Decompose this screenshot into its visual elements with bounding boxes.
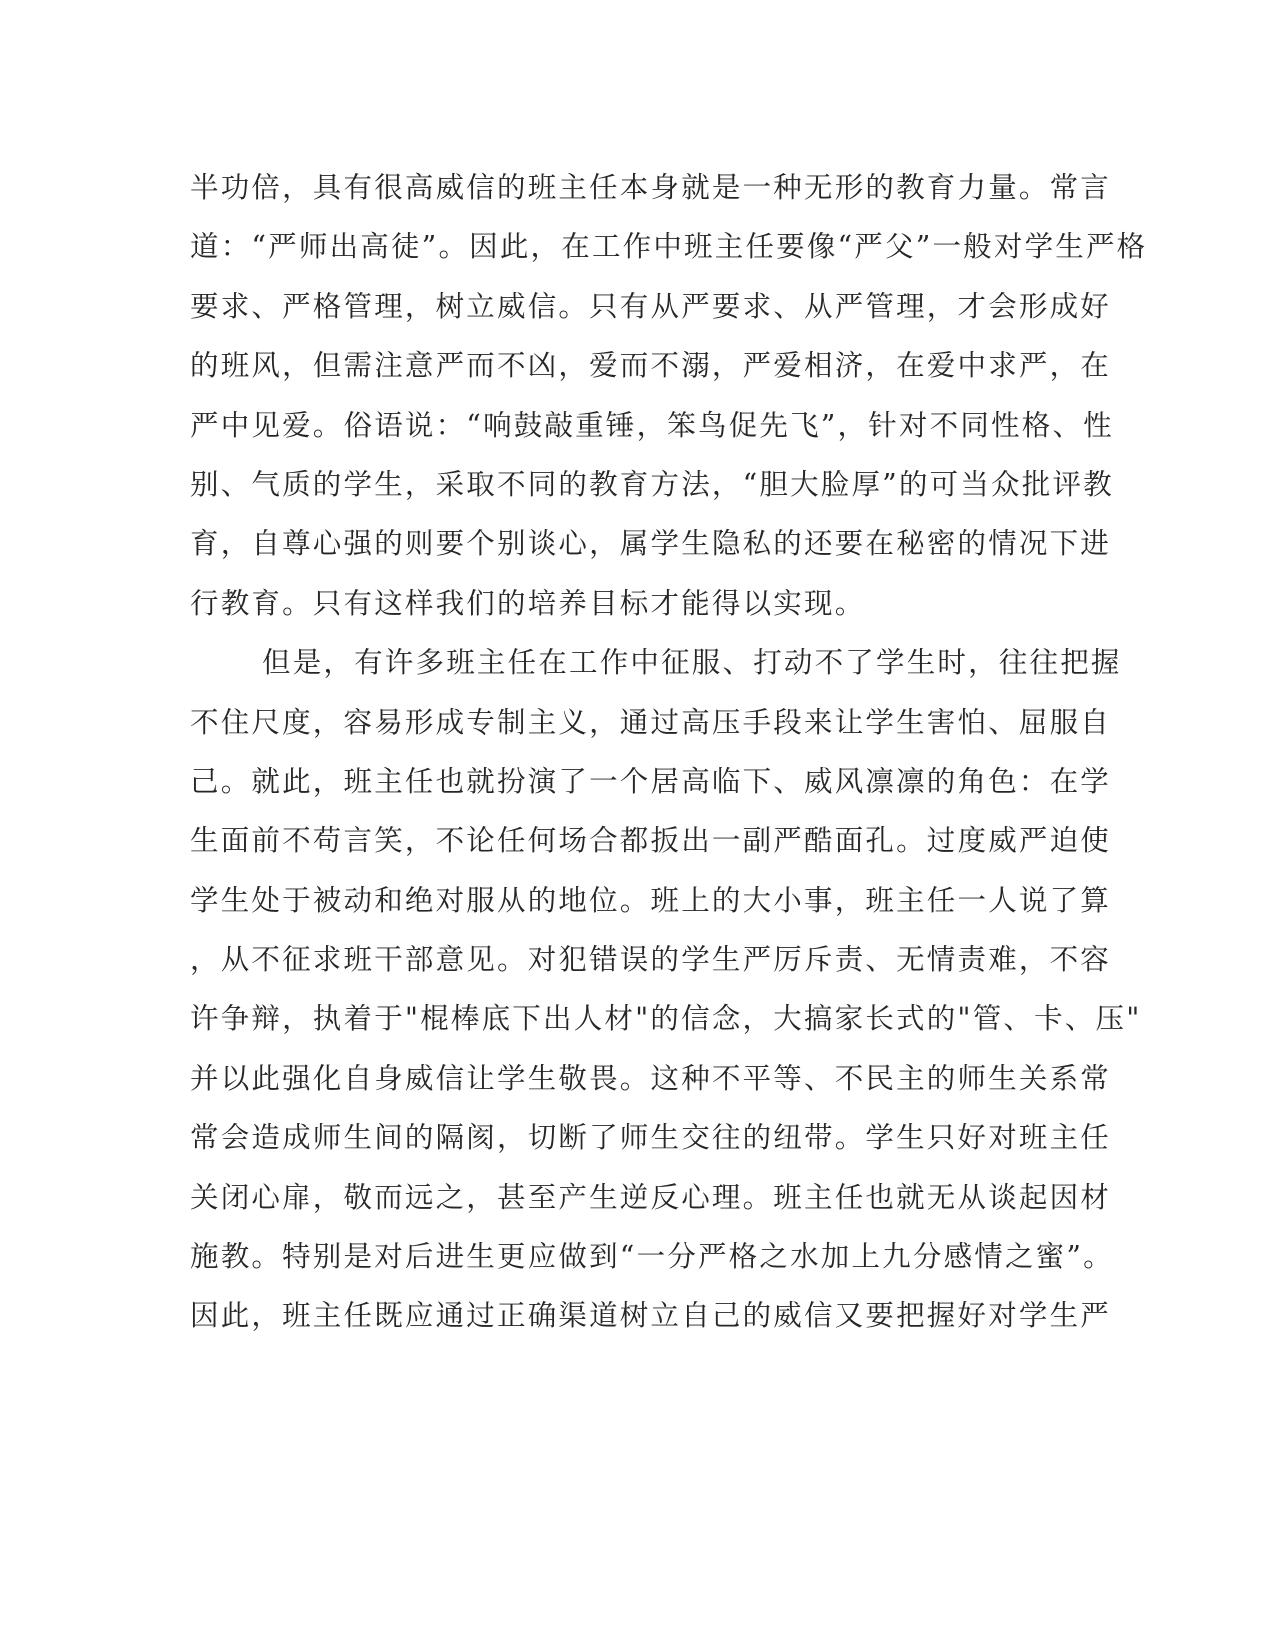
text-line: 半功倍，具有很高威信的班主任本身就是一种无形的教育力量。常言 — [190, 171, 1112, 204]
text-line: 不住尺度，容易形成专制主义，通过高压手段来让学生害怕、屈服自 — [190, 705, 1112, 739]
text-line: 施教。特别是对后进生更应做到“一分严格之水加上九分感情之蜜”。 — [190, 1240, 1114, 1274]
text-line: 己。就此，班主任也就扮演了一个居高临下、威风凛凛的角色：在学 — [190, 764, 1112, 798]
text-line: 要求、严格管理，树立威信。只有从严要求、从严管理，才会形成好 — [190, 289, 1112, 323]
text-line: 严中见爱。俗语说：“响鼓敲重锤，笨鸟促先飞”，针对不同性格、性 — [190, 408, 1114, 442]
text-line: 许争辩，执着于"棍棒底下出人材"的信念，大搞家长式的"管、卡、压" — [190, 1002, 1142, 1036]
text-line: 道：“严师出高徒”。因此，在工作中班主任要像“严父”一般对学生严格 — [190, 230, 1148, 264]
text-line: 常会造成师生间的隔阂，切断了师生交往的纽带。学生只好对班主任 — [190, 1121, 1112, 1155]
text-line: 学生处于被动和绝对服从的地位。班上的大小事，班主任一人说了算 — [190, 883, 1112, 917]
text-line: 并以此强化自身威信让学生敬畏。这种不平等、不民主的师生关系常 — [190, 1061, 1112, 1095]
text-line: 因此，班主任既应通过正确渠道树立自己的威信又要把握好对学生严 — [190, 1299, 1112, 1333]
text-line: 别、气质的学生，采取不同的教育方法，“胆大脸厚”的可当众批评教 — [190, 467, 1114, 501]
text-line: 行教育。只有这样我们的培养目标才能得以实现。 — [190, 586, 866, 620]
body-text — [190, 158, 1148, 1346]
text-line: 的班风，但需注意严而不凶，爱而不溺，严爱相济，在爱中求严，在 — [190, 349, 1112, 383]
text-line: 生面前不苟言笑，不论任何场合都扳出一副严酷面孔。过度威严迫使 — [190, 824, 1112, 858]
text-line: 关闭心扉，敬而远之，甚至产生逆反心理。班主任也就无从谈起因材 — [190, 1180, 1112, 1214]
paragraph-start-line: 但是，有许多班主任在工作中征服、打动不了学生时，往往把握 — [262, 646, 1122, 680]
text-line: ，从不征求班干部意见。对犯错误的学生严厉斥责、无情责难，不容 — [190, 943, 1112, 977]
text-line: 育，自尊心强的则要个别谈心，属学生隐私的还要在秘密的情况下进 — [190, 527, 1112, 561]
